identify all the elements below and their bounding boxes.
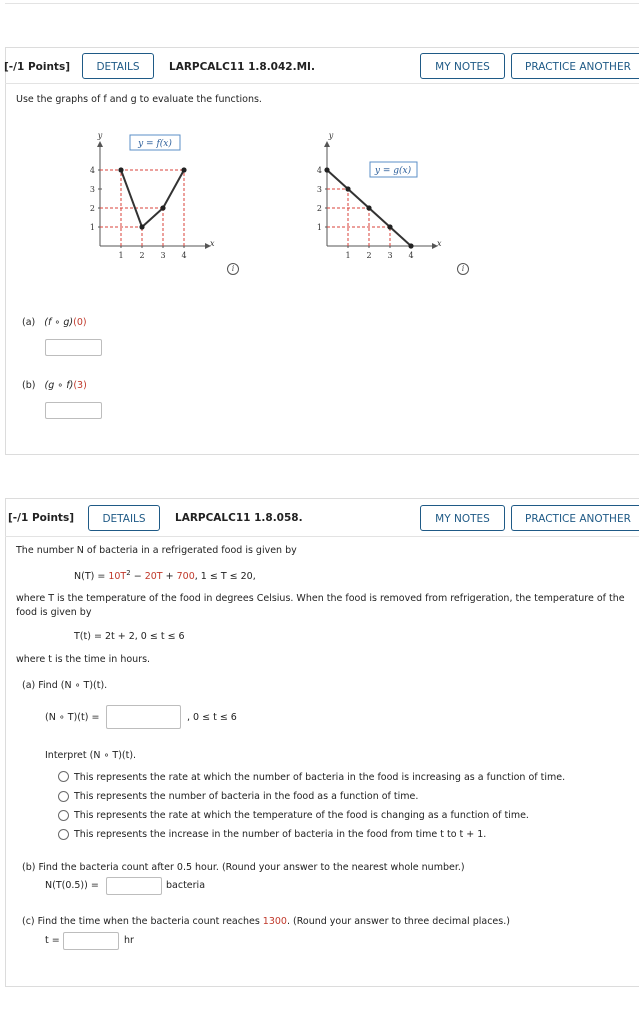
x-tick-label: 4 bbox=[181, 251, 187, 260]
data-point bbox=[160, 205, 165, 210]
x-tick-label: 4 bbox=[408, 251, 414, 260]
option-label-2[interactable]: This represents the number of bacteria in the food as a function of time. bbox=[74, 791, 419, 802]
data-point bbox=[408, 243, 413, 248]
where-text-1: where T is the temperature of the food in degrees Celsius. When the food is removed from refrigeration, the temperature of the bbox=[16, 593, 625, 604]
answer-input-b[interactable] bbox=[45, 402, 102, 419]
eq-term2: 20T bbox=[144, 571, 163, 583]
part-c-unit: hr bbox=[124, 935, 134, 946]
data-point bbox=[345, 186, 350, 191]
composition-domain: , 0 ≤ t ≤ 6 bbox=[187, 712, 237, 723]
graph-g bbox=[307, 128, 447, 263]
where-text-1b: food is given by bbox=[16, 607, 92, 618]
y-axis-label: y bbox=[97, 131, 103, 140]
my-notes-button[interactable]: MY NOTES bbox=[420, 53, 505, 79]
y-tick-label: 2 bbox=[316, 204, 322, 213]
info-icon[interactable]: i bbox=[227, 263, 239, 275]
eq-exponent: 2 bbox=[126, 569, 131, 577]
header-divider bbox=[5, 83, 639, 84]
part-c-prompt bbox=[22, 916, 510, 927]
eq-plus: + bbox=[162, 571, 177, 583]
part-b-prompt: (b) (g ∘ f)(3) bbox=[22, 380, 87, 391]
option-label-3[interactable]: This represents the rate at which the temperature of the food is changing as a function of time. bbox=[74, 810, 529, 821]
part-a-prompt: (a) Find (N ∘ T)(t). bbox=[22, 680, 108, 691]
x-tick-label: 3 bbox=[387, 251, 393, 260]
intro-text: The number N of bacteria in a refrigerated food is given by bbox=[16, 545, 297, 556]
y-tick-label: 2 bbox=[89, 204, 95, 213]
x-tick-label: 1 bbox=[345, 251, 351, 260]
part-c-value: 1300 bbox=[262, 916, 287, 927]
y-axis-label: y bbox=[328, 131, 334, 140]
x-tick-label: 2 bbox=[139, 251, 145, 260]
f-label: y = f(x) bbox=[138, 139, 172, 149]
g-label: y = g(x) bbox=[374, 166, 412, 176]
info-icon[interactable]: i bbox=[457, 263, 469, 275]
bacteria-count-input[interactable] bbox=[106, 877, 162, 895]
x-tick-label: 2 bbox=[366, 251, 372, 260]
points-label: [-/1 Points] bbox=[4, 61, 71, 73]
graph-f bbox=[80, 128, 220, 263]
points-label: [-/1 Points] bbox=[8, 512, 75, 524]
y-tick-label: 1 bbox=[89, 223, 95, 232]
eq-term1: 10T bbox=[108, 571, 127, 583]
data-point bbox=[181, 167, 186, 172]
part-b-label: (b) bbox=[22, 380, 36, 391]
eq-term3: 700 bbox=[176, 571, 195, 583]
data-point bbox=[324, 167, 329, 172]
option-label-4[interactable]: This represents the increase in the number of bacteria in the food from time t to t + 1. bbox=[74, 829, 487, 840]
n-equation bbox=[74, 569, 256, 582]
radio-option-1[interactable] bbox=[58, 771, 69, 782]
my-notes-button[interactable]: MY NOTES bbox=[420, 505, 505, 531]
part-a-expr2: g) bbox=[63, 317, 74, 328]
interpret-prompt: Interpret (N ∘ T)(t). bbox=[45, 750, 137, 761]
part-a-prompt: (a) (f ∘ g)(0) bbox=[22, 317, 87, 328]
eq-domain: , 1 ≤ T ≤ 20, bbox=[194, 571, 256, 583]
divider bbox=[5, 3, 639, 4]
y-tick-label: 4 bbox=[316, 166, 322, 175]
data-point bbox=[387, 224, 392, 229]
part-b-prompt: (b) Find the bacteria count after 0.5 hour. (Round your answer to the nearest whole number.) bbox=[22, 862, 465, 873]
question-code: LARPCALC11 1.8.058. bbox=[175, 512, 303, 524]
eq-minus: − bbox=[130, 571, 145, 583]
part-b-unit: bacteria bbox=[166, 880, 206, 891]
x-axis-label: x bbox=[210, 239, 215, 248]
f-function-line bbox=[121, 170, 184, 227]
instruction-text: Use the graphs of f and g to evaluate the functions. bbox=[16, 94, 262, 105]
part-b-expr2: f) bbox=[66, 380, 74, 391]
part-a-expr: (f bbox=[44, 317, 52, 328]
practice-another-button[interactable]: PRACTICE ANOTHER bbox=[511, 53, 639, 79]
time-input[interactable] bbox=[63, 932, 119, 950]
part-a-label: (a) bbox=[22, 317, 36, 328]
x-axis-label: x bbox=[437, 239, 442, 248]
header-divider bbox=[5, 536, 639, 537]
where-text-2: where t is the time in hours. bbox=[16, 654, 151, 665]
radio-option-3[interactable] bbox=[58, 810, 69, 821]
data-point bbox=[118, 167, 123, 172]
part-b-expr: (g bbox=[44, 380, 55, 391]
part-b-arg: (3) bbox=[73, 380, 87, 391]
data-point bbox=[139, 224, 144, 229]
radio-option-2[interactable] bbox=[58, 791, 69, 802]
part-c-pre: (c) Find the time when the bacteria count reaches bbox=[22, 916, 263, 927]
eq-lhs: N(T) = bbox=[74, 571, 109, 583]
details-button[interactable]: DETAILS bbox=[82, 53, 154, 79]
part-a-arg: (0) bbox=[73, 317, 87, 328]
x-tick-label: 1 bbox=[118, 251, 124, 260]
details-button[interactable]: DETAILS bbox=[88, 505, 160, 531]
part-c-label: t = bbox=[45, 935, 60, 946]
radio-option-4[interactable] bbox=[58, 829, 69, 840]
y-tick-label: 1 bbox=[316, 223, 322, 232]
practice-another-button[interactable]: PRACTICE ANOTHER bbox=[511, 505, 639, 531]
answer-input-a[interactable] bbox=[45, 339, 102, 356]
y-tick-label: 3 bbox=[316, 185, 322, 194]
data-point bbox=[366, 205, 371, 210]
composition-input[interactable] bbox=[106, 705, 181, 729]
composition-label: (N ∘ T)(t) = bbox=[45, 712, 100, 723]
t-equation: T(t) = 2t + 2, 0 ≤ t ≤ 6 bbox=[74, 631, 185, 642]
option-label-1[interactable]: This represents the rate at which the number of bacteria in the food is increasing as a function of time. bbox=[74, 772, 566, 783]
x-tick-label: 3 bbox=[160, 251, 166, 260]
y-tick-label: 3 bbox=[89, 185, 95, 194]
y-tick-label: 4 bbox=[89, 166, 95, 175]
question-code: LARPCALC11 1.8.042.MI. bbox=[169, 61, 315, 73]
part-b-label: N(T(0.5)) = bbox=[45, 880, 99, 891]
part-c-post: . (Round your answer to three decimal places.) bbox=[286, 916, 510, 927]
